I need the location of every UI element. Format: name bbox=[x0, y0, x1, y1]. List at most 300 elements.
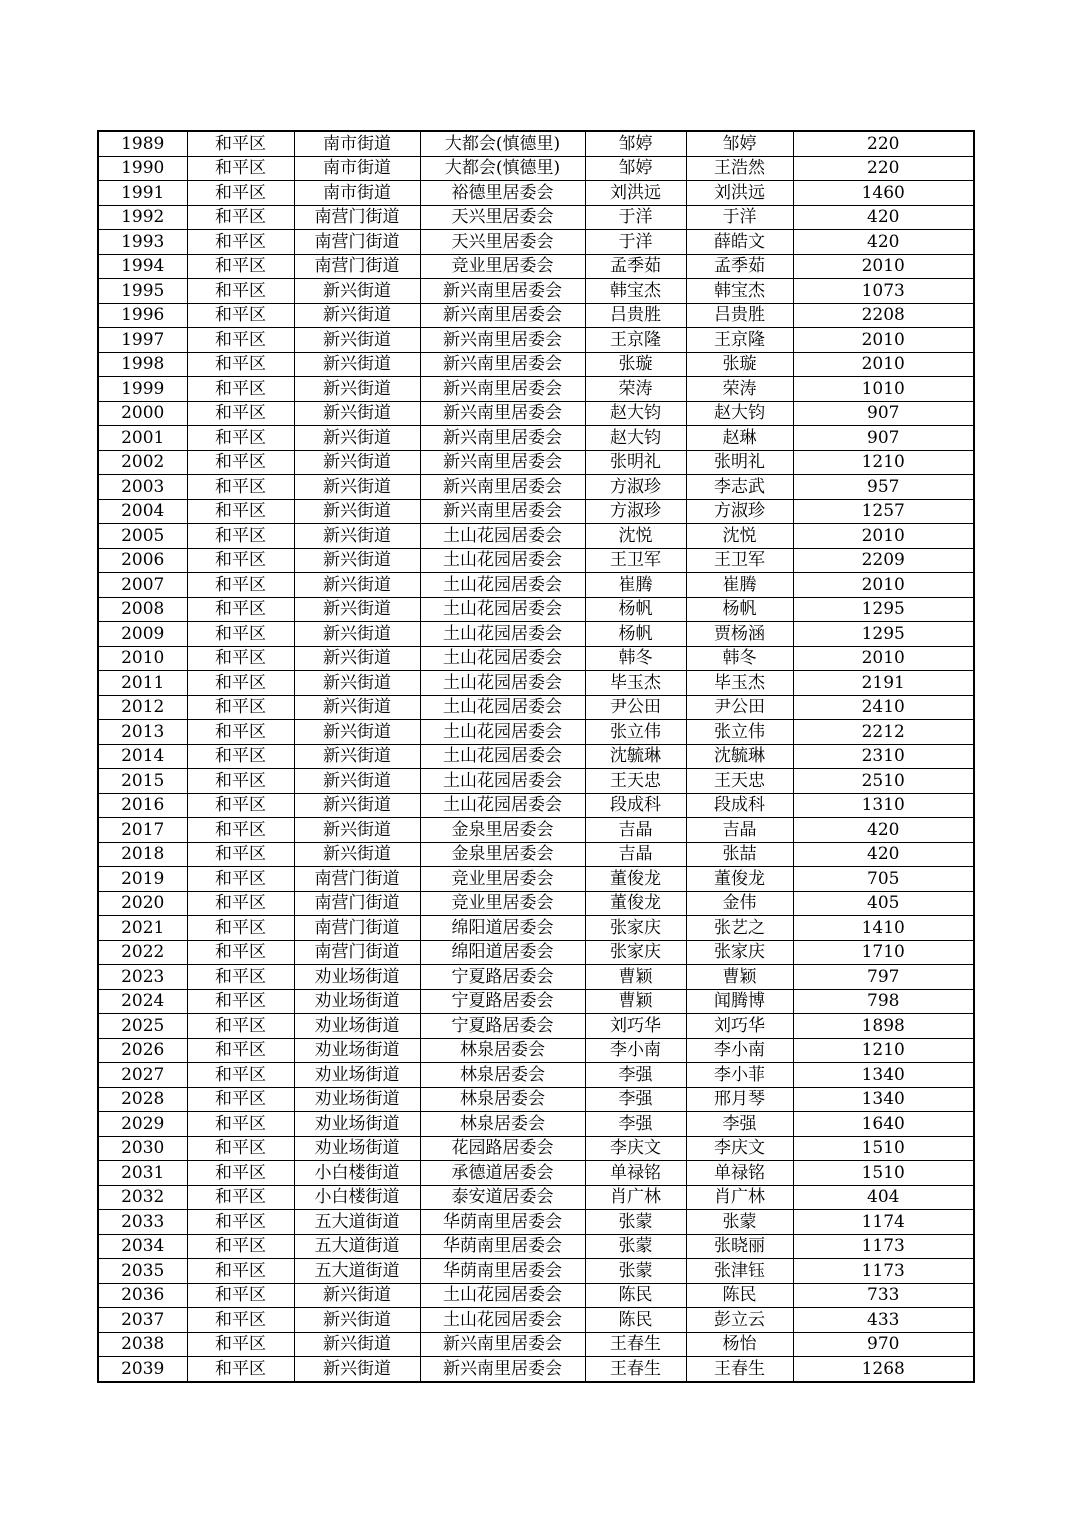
member-name-cell: 毕玉杰 bbox=[686, 671, 793, 696]
member-name-cell: 张喆 bbox=[686, 842, 793, 867]
row-number-cell: 2014 bbox=[98, 744, 187, 769]
district-cell: 和平区 bbox=[187, 867, 294, 892]
community-cell: 新兴南里居委会 bbox=[420, 401, 585, 426]
district-cell: 和平区 bbox=[187, 450, 294, 475]
community-cell: 林泉居委会 bbox=[420, 1112, 585, 1137]
street-cell: 新兴街道 bbox=[294, 377, 420, 402]
household-head-cell: 张立伟 bbox=[585, 720, 686, 745]
street-cell: 新兴街道 bbox=[294, 548, 420, 573]
community-cell: 土山花园居委会 bbox=[420, 548, 585, 573]
table-row bbox=[98, 156, 974, 181]
table-row bbox=[98, 891, 974, 916]
amount-cell: 1510 bbox=[793, 1161, 974, 1186]
row-number-cell: 2021 bbox=[98, 916, 187, 941]
street-cell: 南营门街道 bbox=[294, 940, 420, 965]
table-row bbox=[98, 303, 974, 328]
row-number-cell: 2005 bbox=[98, 524, 187, 549]
household-head-cell: 赵大钧 bbox=[585, 401, 686, 426]
street-cell: 南营门街道 bbox=[294, 867, 420, 892]
household-head-cell: 曹颖 bbox=[585, 989, 686, 1014]
amount-cell: 1257 bbox=[793, 499, 974, 524]
row-number-cell: 2006 bbox=[98, 548, 187, 573]
street-cell: 南市街道 bbox=[294, 181, 420, 206]
row-number-cell: 2011 bbox=[98, 671, 187, 696]
amount-cell: 1173 bbox=[793, 1234, 974, 1259]
row-number-cell: 2028 bbox=[98, 1087, 187, 1112]
household-head-cell: 李强 bbox=[585, 1087, 686, 1112]
community-cell: 宁夏路居委会 bbox=[420, 989, 585, 1014]
community-cell: 新兴南里居委会 bbox=[420, 279, 585, 304]
district-cell: 和平区 bbox=[187, 646, 294, 671]
community-cell: 裕德里居委会 bbox=[420, 181, 585, 206]
member-name-cell: 王京隆 bbox=[686, 328, 793, 353]
member-name-cell: 王春生 bbox=[686, 1357, 793, 1382]
street-cell: 南营门街道 bbox=[294, 916, 420, 941]
street-cell: 劝业场街道 bbox=[294, 1136, 420, 1161]
amount-cell: 1460 bbox=[793, 181, 974, 206]
row-number-cell: 2026 bbox=[98, 1038, 187, 1063]
district-cell: 和平区 bbox=[187, 1087, 294, 1112]
household-head-cell: 刘洪远 bbox=[585, 181, 686, 206]
row-number-cell: 1991 bbox=[98, 181, 187, 206]
street-cell: 新兴街道 bbox=[294, 475, 420, 500]
amount-cell: 1010 bbox=[793, 377, 974, 402]
street-cell: 新兴街道 bbox=[294, 622, 420, 647]
district-cell: 和平区 bbox=[187, 597, 294, 622]
table-row bbox=[98, 1308, 974, 1333]
member-name-cell: 尹公田 bbox=[686, 695, 793, 720]
table-row bbox=[98, 989, 974, 1014]
community-cell: 土山花园居委会 bbox=[420, 646, 585, 671]
amount-cell: 1410 bbox=[793, 916, 974, 941]
table-row bbox=[98, 1357, 974, 1382]
community-cell: 土山花园居委会 bbox=[420, 793, 585, 818]
amount-cell: 1640 bbox=[793, 1112, 974, 1137]
spreadsheet-page bbox=[97, 130, 973, 1383]
community-cell: 土山花园居委会 bbox=[420, 720, 585, 745]
row-number-cell: 2002 bbox=[98, 450, 187, 475]
member-name-cell: 荣涛 bbox=[686, 377, 793, 402]
row-number-cell: 2013 bbox=[98, 720, 187, 745]
community-cell: 土山花园居委会 bbox=[420, 622, 585, 647]
amount-cell: 2010 bbox=[793, 646, 974, 671]
community-cell: 新兴南里居委会 bbox=[420, 1357, 585, 1382]
household-head-cell: 张蒙 bbox=[585, 1259, 686, 1284]
row-number-cell: 2016 bbox=[98, 793, 187, 818]
row-number-cell: 2003 bbox=[98, 475, 187, 500]
amount-cell: 907 bbox=[793, 426, 974, 451]
street-cell: 新兴街道 bbox=[294, 1357, 420, 1382]
street-cell: 新兴街道 bbox=[294, 303, 420, 328]
district-cell: 和平区 bbox=[187, 940, 294, 965]
table-row bbox=[98, 965, 974, 990]
member-name-cell: 段成科 bbox=[686, 793, 793, 818]
member-name-cell: 张立伟 bbox=[686, 720, 793, 745]
member-name-cell: 崔腾 bbox=[686, 573, 793, 598]
member-name-cell: 王天忠 bbox=[686, 769, 793, 794]
table-row bbox=[98, 744, 974, 769]
member-name-cell: 曹颖 bbox=[686, 965, 793, 990]
street-cell: 劝业场街道 bbox=[294, 989, 420, 1014]
amount-cell: 1340 bbox=[793, 1063, 974, 1088]
street-cell: 五大道街道 bbox=[294, 1210, 420, 1235]
row-number-cell: 2004 bbox=[98, 499, 187, 524]
district-cell: 和平区 bbox=[187, 1161, 294, 1186]
household-head-cell: 王春生 bbox=[585, 1357, 686, 1382]
household-head-cell: 陈民 bbox=[585, 1283, 686, 1308]
row-number-cell: 2035 bbox=[98, 1259, 187, 1284]
household-head-cell: 孟季茹 bbox=[585, 254, 686, 279]
street-cell: 劝业场街道 bbox=[294, 1087, 420, 1112]
member-name-cell: 薛皓文 bbox=[686, 230, 793, 255]
street-cell: 新兴街道 bbox=[294, 573, 420, 598]
community-cell: 大都会(慎德里) bbox=[420, 156, 585, 181]
community-cell: 土山花园居委会 bbox=[420, 597, 585, 622]
member-name-cell: 张津钰 bbox=[686, 1259, 793, 1284]
amount-cell: 405 bbox=[793, 891, 974, 916]
amount-cell: 1295 bbox=[793, 597, 974, 622]
district-cell: 和平区 bbox=[187, 793, 294, 818]
district-cell: 和平区 bbox=[187, 720, 294, 745]
district-cell: 和平区 bbox=[187, 818, 294, 843]
street-cell: 新兴街道 bbox=[294, 1308, 420, 1333]
amount-cell: 220 bbox=[793, 131, 974, 156]
community-cell: 绵阳道居委会 bbox=[420, 916, 585, 941]
household-head-cell: 赵大钧 bbox=[585, 426, 686, 451]
household-head-cell: 于洋 bbox=[585, 205, 686, 230]
amount-cell: 1898 bbox=[793, 1014, 974, 1039]
row-number-cell: 2020 bbox=[98, 891, 187, 916]
amount-cell: 1710 bbox=[793, 940, 974, 965]
amount-cell: 2010 bbox=[793, 254, 974, 279]
amount-cell: 1510 bbox=[793, 1136, 974, 1161]
amount-cell: 220 bbox=[793, 156, 974, 181]
row-number-cell: 2032 bbox=[98, 1185, 187, 1210]
member-name-cell: 孟季茹 bbox=[686, 254, 793, 279]
district-cell: 和平区 bbox=[187, 1210, 294, 1235]
district-cell: 和平区 bbox=[187, 131, 294, 156]
member-name-cell: 李庆文 bbox=[686, 1136, 793, 1161]
row-number-cell: 2038 bbox=[98, 1332, 187, 1357]
row-number-cell: 2017 bbox=[98, 818, 187, 843]
community-cell: 新兴南里居委会 bbox=[420, 377, 585, 402]
table-row bbox=[98, 793, 974, 818]
street-cell: 劝业场街道 bbox=[294, 1063, 420, 1088]
household-head-cell: 张明礼 bbox=[585, 450, 686, 475]
community-cell: 新兴南里居委会 bbox=[420, 352, 585, 377]
member-name-cell: 闻腾博 bbox=[686, 989, 793, 1014]
household-head-cell: 陈民 bbox=[585, 1308, 686, 1333]
table-row bbox=[98, 818, 974, 843]
district-cell: 和平区 bbox=[187, 303, 294, 328]
table-row bbox=[98, 1234, 974, 1259]
community-cell: 土山花园居委会 bbox=[420, 769, 585, 794]
household-head-cell: 韩冬 bbox=[585, 646, 686, 671]
member-name-cell: 李志武 bbox=[686, 475, 793, 500]
household-head-cell: 王春生 bbox=[585, 1332, 686, 1357]
table-row bbox=[98, 867, 974, 892]
amount-cell: 420 bbox=[793, 842, 974, 867]
household-head-cell: 张璇 bbox=[585, 352, 686, 377]
table-row bbox=[98, 916, 974, 941]
district-cell: 和平区 bbox=[187, 989, 294, 1014]
member-name-cell: 张明礼 bbox=[686, 450, 793, 475]
row-number-cell: 2001 bbox=[98, 426, 187, 451]
household-head-cell: 杨帆 bbox=[585, 622, 686, 647]
member-name-cell: 张艺之 bbox=[686, 916, 793, 941]
household-head-cell: 韩宝杰 bbox=[585, 279, 686, 304]
district-cell: 和平区 bbox=[187, 1259, 294, 1284]
table-row bbox=[98, 940, 974, 965]
row-number-cell: 1999 bbox=[98, 377, 187, 402]
table-row bbox=[98, 1332, 974, 1357]
table-row bbox=[98, 1259, 974, 1284]
district-cell: 和平区 bbox=[187, 1136, 294, 1161]
row-number-cell: 2010 bbox=[98, 646, 187, 671]
member-name-cell: 张蒙 bbox=[686, 1210, 793, 1235]
amount-cell: 2410 bbox=[793, 695, 974, 720]
household-head-cell: 段成科 bbox=[585, 793, 686, 818]
street-cell: 新兴街道 bbox=[294, 450, 420, 475]
row-number-cell: 2000 bbox=[98, 401, 187, 426]
row-number-cell: 1994 bbox=[98, 254, 187, 279]
household-head-cell: 吕贵胜 bbox=[585, 303, 686, 328]
member-name-cell: 杨怡 bbox=[686, 1332, 793, 1357]
row-number-cell: 2009 bbox=[98, 622, 187, 647]
member-name-cell: 张家庆 bbox=[686, 940, 793, 965]
row-number-cell: 2015 bbox=[98, 769, 187, 794]
district-cell: 和平区 bbox=[187, 842, 294, 867]
household-head-cell: 肖广林 bbox=[585, 1185, 686, 1210]
household-head-cell: 邹婷 bbox=[585, 156, 686, 181]
amount-cell: 798 bbox=[793, 989, 974, 1014]
amount-cell: 420 bbox=[793, 230, 974, 255]
street-cell: 新兴街道 bbox=[294, 499, 420, 524]
street-cell: 新兴街道 bbox=[294, 818, 420, 843]
district-cell: 和平区 bbox=[187, 401, 294, 426]
street-cell: 南营门街道 bbox=[294, 205, 420, 230]
amount-cell: 2010 bbox=[793, 573, 974, 598]
district-cell: 和平区 bbox=[187, 1014, 294, 1039]
table-row bbox=[98, 254, 974, 279]
district-cell: 和平区 bbox=[187, 916, 294, 941]
member-name-cell: 李小南 bbox=[686, 1038, 793, 1063]
row-number-cell: 2007 bbox=[98, 573, 187, 598]
member-name-cell: 董俊龙 bbox=[686, 867, 793, 892]
table-row bbox=[98, 1112, 974, 1137]
amount-cell: 970 bbox=[793, 1332, 974, 1357]
district-cell: 和平区 bbox=[187, 1332, 294, 1357]
community-cell: 土山花园居委会 bbox=[420, 695, 585, 720]
community-cell: 金泉里居委会 bbox=[420, 842, 585, 867]
table-row bbox=[98, 499, 974, 524]
district-cell: 和平区 bbox=[187, 352, 294, 377]
street-cell: 南营门街道 bbox=[294, 230, 420, 255]
district-cell: 和平区 bbox=[187, 426, 294, 451]
member-name-cell: 李小菲 bbox=[686, 1063, 793, 1088]
row-number-cell: 2012 bbox=[98, 695, 187, 720]
table-row bbox=[98, 450, 974, 475]
community-cell: 天兴里居委会 bbox=[420, 230, 585, 255]
district-cell: 和平区 bbox=[187, 891, 294, 916]
household-head-cell: 毕玉杰 bbox=[585, 671, 686, 696]
amount-cell: 907 bbox=[793, 401, 974, 426]
household-head-cell: 荣涛 bbox=[585, 377, 686, 402]
amount-cell: 957 bbox=[793, 475, 974, 500]
row-number-cell: 2034 bbox=[98, 1234, 187, 1259]
district-cell: 和平区 bbox=[187, 1308, 294, 1333]
street-cell: 新兴街道 bbox=[294, 695, 420, 720]
household-head-cell: 方淑珍 bbox=[585, 499, 686, 524]
community-cell: 土山花园居委会 bbox=[420, 744, 585, 769]
amount-cell: 2191 bbox=[793, 671, 974, 696]
table-row bbox=[98, 646, 974, 671]
community-cell: 竞业里居委会 bbox=[420, 254, 585, 279]
street-cell: 南市街道 bbox=[294, 131, 420, 156]
community-cell: 林泉居委会 bbox=[420, 1038, 585, 1063]
district-cell: 和平区 bbox=[187, 524, 294, 549]
member-name-cell: 李强 bbox=[686, 1112, 793, 1137]
community-cell: 绵阳道居委会 bbox=[420, 940, 585, 965]
district-cell: 和平区 bbox=[187, 254, 294, 279]
household-head-cell: 崔腾 bbox=[585, 573, 686, 598]
member-name-cell: 韩宝杰 bbox=[686, 279, 793, 304]
row-number-cell: 1990 bbox=[98, 156, 187, 181]
amount-cell: 1210 bbox=[793, 450, 974, 475]
community-cell: 竞业里居委会 bbox=[420, 891, 585, 916]
district-cell: 和平区 bbox=[187, 695, 294, 720]
table-row bbox=[98, 1210, 974, 1235]
district-cell: 和平区 bbox=[187, 279, 294, 304]
amount-cell: 1340 bbox=[793, 1087, 974, 1112]
community-cell: 花园路居委会 bbox=[420, 1136, 585, 1161]
street-cell: 新兴街道 bbox=[294, 426, 420, 451]
member-name-cell: 彭立云 bbox=[686, 1308, 793, 1333]
row-number-cell: 2025 bbox=[98, 1014, 187, 1039]
amount-cell: 797 bbox=[793, 965, 974, 990]
district-cell: 和平区 bbox=[187, 1063, 294, 1088]
table-row bbox=[98, 524, 974, 549]
street-cell: 新兴街道 bbox=[294, 720, 420, 745]
household-head-cell: 邹婷 bbox=[585, 131, 686, 156]
district-cell: 和平区 bbox=[187, 475, 294, 500]
household-head-cell: 沈毓琳 bbox=[585, 744, 686, 769]
amount-cell: 2212 bbox=[793, 720, 974, 745]
community-cell: 华荫南里居委会 bbox=[420, 1259, 585, 1284]
household-head-cell: 董俊龙 bbox=[585, 867, 686, 892]
row-number-cell: 2029 bbox=[98, 1112, 187, 1137]
table-row bbox=[98, 131, 974, 156]
household-head-cell: 李小南 bbox=[585, 1038, 686, 1063]
member-name-cell: 赵琳 bbox=[686, 426, 793, 451]
household-head-cell: 单禄铭 bbox=[585, 1161, 686, 1186]
member-name-cell: 单禄铭 bbox=[686, 1161, 793, 1186]
member-name-cell: 张晓丽 bbox=[686, 1234, 793, 1259]
household-head-cell: 于洋 bbox=[585, 230, 686, 255]
community-cell: 华荫南里居委会 bbox=[420, 1210, 585, 1235]
table-row bbox=[98, 401, 974, 426]
district-cell: 和平区 bbox=[187, 671, 294, 696]
row-number-cell: 2008 bbox=[98, 597, 187, 622]
community-cell: 土山花园居委会 bbox=[420, 1283, 585, 1308]
member-name-cell: 陈民 bbox=[686, 1283, 793, 1308]
amount-cell: 2310 bbox=[793, 744, 974, 769]
street-cell: 新兴街道 bbox=[294, 1283, 420, 1308]
street-cell: 小白楼街道 bbox=[294, 1161, 420, 1186]
row-number-cell: 1997 bbox=[98, 328, 187, 353]
table-row bbox=[98, 426, 974, 451]
household-head-cell: 方淑珍 bbox=[585, 475, 686, 500]
amount-cell: 2209 bbox=[793, 548, 974, 573]
amount-cell: 1295 bbox=[793, 622, 974, 647]
household-head-cell: 曹颖 bbox=[585, 965, 686, 990]
amount-cell: 1268 bbox=[793, 1357, 974, 1382]
amount-cell: 1210 bbox=[793, 1038, 974, 1063]
row-number-cell: 2018 bbox=[98, 842, 187, 867]
street-cell: 南市街道 bbox=[294, 156, 420, 181]
district-cell: 和平区 bbox=[187, 744, 294, 769]
row-number-cell: 2019 bbox=[98, 867, 187, 892]
table-row bbox=[98, 230, 974, 255]
member-name-cell: 张璇 bbox=[686, 352, 793, 377]
table-row bbox=[98, 205, 974, 230]
row-number-cell: 2033 bbox=[98, 1210, 187, 1235]
district-cell: 和平区 bbox=[187, 573, 294, 598]
street-cell: 小白楼街道 bbox=[294, 1185, 420, 1210]
row-number-cell: 2027 bbox=[98, 1063, 187, 1088]
household-head-cell: 张家庆 bbox=[585, 916, 686, 941]
table-row bbox=[98, 573, 974, 598]
community-cell: 新兴南里居委会 bbox=[420, 1332, 585, 1357]
table-row bbox=[98, 1014, 974, 1039]
member-name-cell: 赵大钧 bbox=[686, 401, 793, 426]
household-head-cell: 李强 bbox=[585, 1112, 686, 1137]
row-number-cell: 1998 bbox=[98, 352, 187, 377]
table-row bbox=[98, 695, 974, 720]
street-cell: 劝业场街道 bbox=[294, 965, 420, 990]
community-cell: 新兴南里居委会 bbox=[420, 499, 585, 524]
table-row bbox=[98, 1038, 974, 1063]
member-name-cell: 贾杨涵 bbox=[686, 622, 793, 647]
community-cell: 土山花园居委会 bbox=[420, 573, 585, 598]
row-number-cell: 1996 bbox=[98, 303, 187, 328]
amount-cell: 1173 bbox=[793, 1259, 974, 1284]
row-number-cell: 2022 bbox=[98, 940, 187, 965]
street-cell: 劝业场街道 bbox=[294, 1038, 420, 1063]
street-cell: 南营门街道 bbox=[294, 254, 420, 279]
amount-cell: 705 bbox=[793, 867, 974, 892]
community-cell: 林泉居委会 bbox=[420, 1087, 585, 1112]
row-number-cell: 2030 bbox=[98, 1136, 187, 1161]
community-cell: 林泉居委会 bbox=[420, 1063, 585, 1088]
community-cell: 宁夏路居委会 bbox=[420, 965, 585, 990]
row-number-cell: 1992 bbox=[98, 205, 187, 230]
street-cell: 新兴街道 bbox=[294, 671, 420, 696]
table-row bbox=[98, 842, 974, 867]
household-head-cell: 李庆文 bbox=[585, 1136, 686, 1161]
table-row bbox=[98, 279, 974, 304]
member-name-cell: 杨帆 bbox=[686, 597, 793, 622]
row-number-cell: 2039 bbox=[98, 1357, 187, 1382]
street-cell: 新兴街道 bbox=[294, 352, 420, 377]
community-cell: 土山花园居委会 bbox=[420, 671, 585, 696]
district-cell: 和平区 bbox=[187, 622, 294, 647]
row-number-cell: 1993 bbox=[98, 230, 187, 255]
street-cell: 新兴街道 bbox=[294, 842, 420, 867]
row-number-cell: 2031 bbox=[98, 1161, 187, 1186]
table-row bbox=[98, 1161, 974, 1186]
household-head-cell: 董俊龙 bbox=[585, 891, 686, 916]
